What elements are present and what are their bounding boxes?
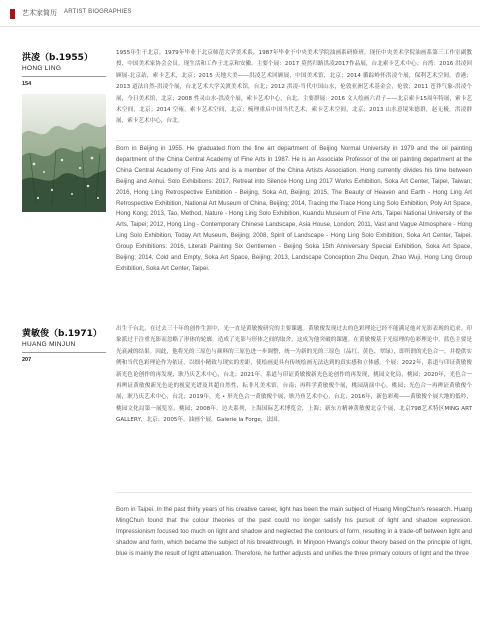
artist-divider [22,352,106,353]
artist-bio-en-huang-minjun [116,505,472,560]
artist-sidebar-hong-ling [22,50,106,87]
artist-name-en: HONG LING [22,65,62,72]
artist-name-en: HUANG MINJUN [22,341,76,348]
bio-divider [116,492,472,493]
artist-page-number: 207 [22,357,32,363]
artist-sidebar-huang-minjun [22,326,106,363]
artist-name-cn: 黄敏俊（b.1971） [22,329,102,339]
bio-divider [116,140,472,141]
artist-name-cn: 洪凌（b.1955） [22,53,93,63]
artist-page-number: 154 [22,81,32,87]
page-header [0,8,480,20]
artist-bio-huang-minjun [116,324,472,427]
header-accent-mark [10,9,15,19]
artwork-thumbnail-hong-ling [22,94,106,212]
header-title-en: ARTIST BIOGRAPHIES [64,9,132,15]
artist-bio-en-hong-ling [116,144,472,275]
header-title-cn: 艺术家简历 [22,9,57,17]
header-divider [0,26,480,27]
bio-text-en: Born in Taipei. In the past thirty years of his creative career, light has been the main subject of Huang MingChun's research. Huang MingChun found that the colour theories of the past could no longer satisfy his pursuit of light and shadow expression. Impressionism focused too much on light and shadow and neglected the contours of form, resulting in a trade-off between light and shadow and form, which became the subject of his breakthrough. In Minjoon Hwang's colour theory based on the principle of light, blue is mainly the result of light attenuation. Therefore, he further adjusts and unifies the three primary colours of light and the three [116,506,472,557]
artist-bio-hong-ling [116,48,472,128]
bio-text-cn: 出生于台北，在过去三十年的创作生涯中，光一直是黄敏俊研究的主要课题。黄敏俊发现过去的色彩理论已经不能满足他对光影表现的追求。印象派过于注重光影而忽略了形体的轮廓，造成了光影与形体之间的取舍。这成为他突破的课题。在黄敏俊基于光原理的色彩理论中，蓝色主要是光衰减的结果。因此，他将光的三原色与颜料的三原色进一步调整，统一为新的光的三原色（品红、黄色、翠绿），即所谓的光色合一，并提供实例和当代色彩理论作为依证，以细小精致与现实的差距，使绘画更具有传统绘画无法达到的真实感和立体感。个展：2022年，系道与印证黄敏俊新光色论创作的再发现，耿乃庆艺术中心，台北；2021年，系道与印证黄敏俊新光色论创作的再发现，桃园文化局，桃园；2020年，光色合一再辨证黄敏俊新光色论的视觉光谱及其超自然性，耘非凡美术馆，台南；再科学黄敏俊个展，桃园葫演中心，桃园；光色合一再辨证黄敏俊个展，耿乃庆艺术中心，台北；2019年，光 • 形光色合一黄敏俊个展，耿乃鱼艺术中心，台北；2016年，新色彩观——黄敏俊个展大地的低吟，桃园文化局第一展览室，桃园；2008年，边夫系列，上海国际艺术博览会，上海；新东方精神黄敏俊北京个展，北京798艺术特区MING ART GALLERY，北京；2005年，油画个展，Galerie la Forge，法国。 [116,326,472,424]
bio-text-cn: 1955年生于北京。1979年毕业于北京师范大学美术系。1987年毕业于中央美术学院油画系研修班。现任中央美术学院油画系第三工作室副教授、中国美术家协会会员。现生活和工作于北京和安徽。主要个展：2017 莫然归路洪凌2017作品展，台北索卡艺术中心；台湾：2016 洪凌回顾展-北京站，索卡艺术，北京；2015 天地大美——洪凌艺术回顾展，中国美术馆，北京；2014 循踪岭怀洪凌个展，保利艺术空间，香港；2013 道法自然-洪凌个展，台北艺术大学关渡美术馆，台北；2012 洪凌-当代中国山水，伦敦亚洲艺术基金会，伦敦；2011 苍莽气象-洪凌个展，今日美术馆，北京；2008 性灵山水-洪凌个展，索卡艺术中心，台北。主要群展：2016 文人绘画六君子——北京索卡15周年特展，索卡艺术空间，北京；2014 空雍，索卡艺术空间，北京；梳理重启中国当代艺术，索卡艺术空间，北京；2013 山水意境朱德群，赵无极，洪凌群展，索卡艺术中心，台北。 [116,50,472,125]
artist-divider [22,76,106,77]
bio-text-en: Born in Beijing in 1955. He graduated from the fine art department of Beijing Normal University in 1979 and the oil painting department of the China Central Academy of Fine Arts in 1987. He is an Associate Professor of the oil painting department at the China Central Academy of Fine Arts and is a member of the China Artists Association. Hong currently divides his time between Beijing and Anhui. Solo Exhibitions: 2017, Retreat into Silence Hong Ling 2017 Works Exhibition, Soka Art Center, Taipei, Taiwan; 2016, Hong Ling Retrospective Exhibition - Beijing, Soka Art, Beijing; 2015, The Beauty of Heaven and Earth - Hong Ling Art Retrospective Exhibition, National Art Museum of China, Beijing; 2014, Tracing the Trace Hong Ling Solo Exhibition, Poly Art Space, Hong Kong; 2013, Tao, Method, Nature - Hong Ling Solo Exhibition, Kuandu Museum of Fine Arts, Taipei National University of the Arts, Taipei; 2012, Hong Ling - Contemporary Chinese Landscape, Asia House, London; 2011, Vast and Vague Atmosphere - Hong Ling Solo Exhibition, Today Art Museum, Beijing; 2008, Spirit of Landscape - Hong Ling Solo Exhibition, Soka Art Center, Taipei. Group Exhibitions: 2016, Literati Painting Six Gentlemen - Beijing Soka 15th Anniversary Special Exhibition, Soka Art Space, Beijing; 2014, Cold and Empty, Soka Art Space, Beijing; 2013, Landscape Conception Zhu Dequn, Zhao Wuji, Hong Ling Group Exhibition, Soka Art Center, Taipei. [116,145,472,272]
